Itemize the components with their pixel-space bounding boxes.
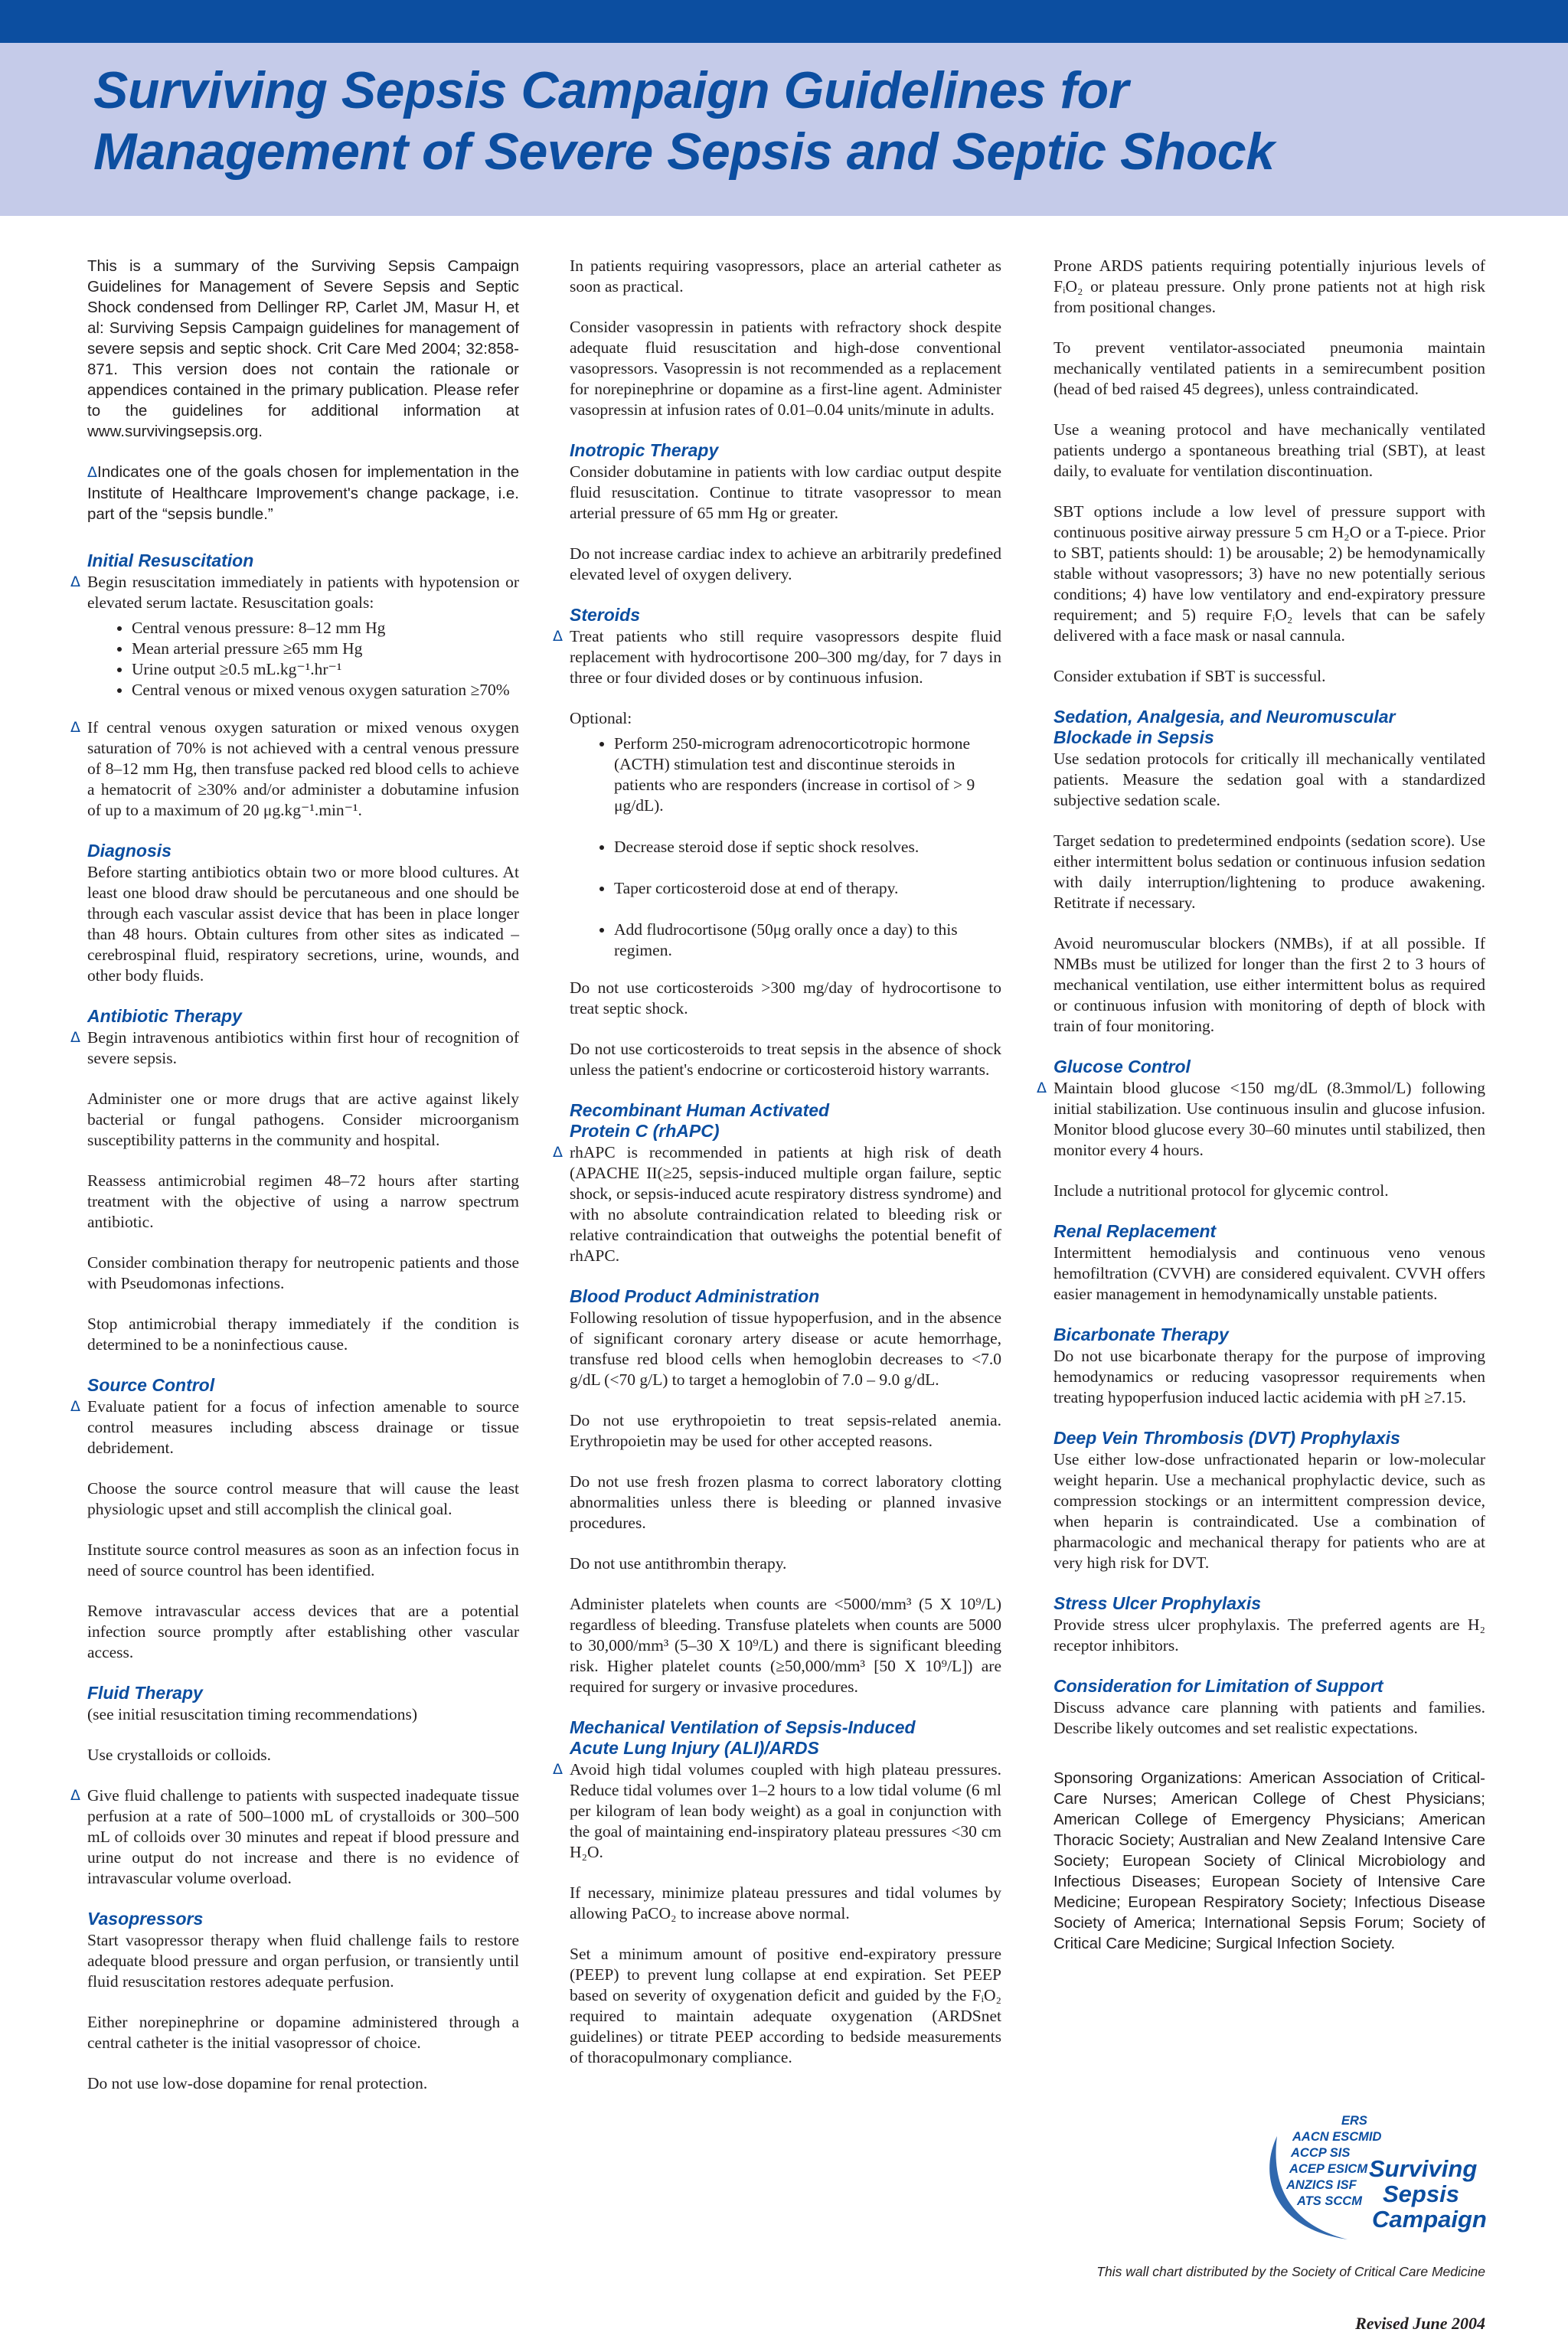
revision-date: Revised June 2004 [1355,2314,1485,2333]
section-antibiotic-therapy [70,1006,519,1355]
delta-icon: Δ [553,628,563,645]
paragraph: Δ rhAPC is recommended in patients at high risk of death (APACHE II(≥25, sepsis-induced multiple organ failure, septic shock, or sepsis-induced acute respiratory distress syndrome) and with no absolute contraindication related to bleeding risk or relative contraindication that outweighs the potential benefit of rhAPC. [553,1143,1001,1265]
paragraph: SBT options include a low level of pressure support with continuous positive airway pressure 5 cm H₂O or a T-piece. Prior to SBT, patients should: 1) be arousable; 2) be hemodynamically stable without vasopressors; 3) have no new potentially serious conditions; 4) have low ventilatory and end-expiratory pressure requirement; and 5) require FᵢO₂ levels that can be safely delivered with a face mask or nasal cannula. [1054,502,1485,645]
heading-glucose-control: Glucose Control [1054,1057,1191,1076]
heading-stress-ulcer: Stress Ulcer Prophylaxis [1054,1593,1262,1613]
section-glucose-control [1037,1057,1485,1201]
delta-icon: Δ [70,1787,80,1804]
list-item: • Add fludrocortisone (50μg orally once a day) to this regimen. [614,920,1001,961]
paragraph: Δ Evaluate patient for a focus of infection amenable to source control measures including abscess drainage or tissue debridement. [70,1397,519,1457]
paragraph: Administer one or more drugs that are active against likely bacterial or fungal pathogens. Consider microorganism susceptibility patterns in the community and hospital. [87,1089,519,1149]
paragraph: Δ Give fluid challenge to patients with suspected inadequate tissue perfusion at a rate of 500–1000 mL of crystalloids or 300–500 mL of colloids over 30 minutes and repeat if blood pressure and urine output do not increase and there is no evidence of intravascular volume overload. [70,1786,519,1887]
logo-org-row: ACCP SIS [1291,2146,1351,2160]
column-3 [1037,256,1485,1974]
heading-rhapc: Recombinant Human Activated Protein C (rhAPC) [570,1100,830,1141]
paragraph: Institute source control measures as soon as an infection focus in need of source countrol has been identified. [87,1540,519,1579]
paragraph: Stop antimicrobial therapy immediately if the condition is determined to be a noninfectious cause. [87,1315,519,1354]
logo-word: Surviving [1369,2155,1478,2182]
delta-legend [87,462,519,524]
paragraph: Set a minimum amount of positive end-expiratory pressure (PEEP) to prevent lung collapse at end expiration. Set PEEP based on severity of oxygenation deficit and guided by the FᵢO₂ required to maintain adequate oxygenation (ARDSnet guidelines) or titrate PEEP according to bedside measurements of thoracopulmonary compliance. [570,1945,1001,2066]
logo-word: Sepsis [1383,2180,1459,2207]
delta-icon: Δ [70,573,80,590]
paragraph: Before starting antibiotics obtain two or more blood cultures. At least one blood draw should be percutaneous and one should be through each vascular assist device that has been in place longer than 48 hours. Obtain cultures from other sites as indicated – cerebrospinal fluid, respiratory secretions, urine, wounds, and other body fluids. [87,863,519,985]
sponsoring-organizations: Sponsoring Organizations: American Association of Critical-Care Nurses; American College of Chest Physicians; American College of Emergency Physicians; American Thoracic Society; Australian and New Zealand Intensive Care Society; European Society of Clinical Microbiology and Infectious Diseases; European Society of Intensive Care Medicine; European Respiratory Society; Infectious Disease Society of America; International Sepsis Forum; Society of Critical Care Medicine; Surgical Infection Society. [1054,1769,1485,1952]
delta-legend-text: Indicates one of the goals chosen for implementation in the Institute of Healthcare Improvement's change package, i.e. part of the “sepsis bundle.” [87,463,519,523]
delta-icon: Δ [87,464,97,481]
section-rhapc [553,1100,1001,1266]
section-mechanical-ventilation [553,1717,1001,2068]
section-stress-ulcer [1054,1593,1485,1656]
delta-icon: Δ [553,1761,563,1778]
list-item: • Perform 250-microgram adrenocorticotropic hormone (ACTH) stimulation test and discontinue steroids in patients who are responders (increase in cortisol of > 9 μg/dL). [614,733,1001,816]
paragraph: Do not use corticosteroids >300 mg/day of hydrocortisone to treat septic shock. [570,978,1001,1018]
delta-icon: Δ [70,1398,80,1415]
paragraph: Δ Treat patients who still require vasopressors despite fluid replacement with hydrocortisone 200–300 mg/day, for 7 days in three or four divided doses or by continuous infusion. [553,627,1001,687]
paragraph: Do not increase cardiac index to achieve an arbitrarily predefined elevated level of oxygen delivery. [570,544,1001,583]
paragraph: To prevent ventilator-associated pneumonia maintain mechanically ventilated patients in a semirecumbent position (head of bed raised 45 degrees), unless contraindicated. [1054,338,1485,398]
paragraph: Administer platelets when counts are <5000/mm³ (5 X 10⁹/L) regardless of bleeding. Transfuse platelets when counts are 5000 to 30,000/mm³ (5–30 X 10⁹/L) and there is significant bleeding risk. Higher platelet counts (≥50,000/mm³ [50 X 10⁹/L]) are required for surgery or invasive procedures. [570,1595,1001,1696]
paragraph: Provide stress ulcer prophylaxis. The preferred agents are H₂ receptor inhibitors. [1054,1615,1485,1655]
paragraph: Prone ARDS patients requiring potentially injurious levels of FᵢO₂ or plateau pressure. Only prone patients not at high risk from positional changes. [1054,256,1485,316]
logo-word: Campaign [1372,2206,1487,2233]
section-vasopressors-continued [570,256,1001,420]
list-item: • Central venous or mixed venous oxygen saturation ≥70% [132,680,519,701]
logo-org-row: ANZICS ISF [1286,2178,1357,2192]
paragraph: Intermittent hemodialysis and continuous veno venous hemofiltration (CVVH) are considered equivalent. CVVH offers easier management in hemodynamically unstable patients. [1054,1243,1485,1303]
surviving-sepsis-logo [1256,2113,1508,2243]
paragraph: Target sedation to predetermined endpoints (sedation score). Use either intermittent bolus sedation or continuous infusion sedation with daily interruption/lightening to produce awakening. Retitrate if necessary. [1054,831,1485,912]
paragraph: Use sedation protocols for critically ill mechanically ventilated patients. Measure the sedation goal with a standardized subjective sedation scale. [1054,750,1485,809]
paragraph: Discuss advance care planning with patients and families. Describe likely outcomes and set realistic expectations. [1054,1698,1485,1737]
section-limitation-of-support [1054,1676,1485,1739]
paragraph: Include a nutritional protocol for glycemic control. [1054,1181,1389,1200]
page-title-line-2: Management of Severe Sepsis and Septic Shock [93,122,1275,181]
section-fluid-therapy [70,1683,519,1889]
heading-fluid-therapy: Fluid Therapy [87,1683,203,1703]
section-mechanical-ventilation-continued [1054,256,1485,687]
paragraph: Avoid neuromuscular blockers (NMBs), if at all possible. If NMBs must be utilized for longer than the first 2 to 3 hours of mechanical ventilation, use either intermittent bolus as required or continuous infusion with monitoring of depth of block with train of four monitoring. [1054,934,1485,1035]
section-vasopressors [87,1909,519,2094]
heading-blood-product: Blood Product Administration [570,1286,820,1306]
section-dvt-prophylaxis [1054,1428,1485,1573]
section-steroids [553,605,1001,1080]
paragraph: Do not use antithrombin therapy. [570,1554,787,1573]
delta-icon: Δ [70,719,80,736]
paragraph: Do not use fresh frozen plasma to correct laboratory clotting abnormalities unless there is bleeding or planned invasive procedures. [570,1472,1001,1532]
paragraph: Following resolution of tissue hypoperfusion, and in the absence of significant coronary artery disease or acute hemorrhage, transfuse red blood cells when hemoglobin decreases to <7.0 g/dL (<70 g/L) to target a hemoglobin of 7.0 – 9.0 g/dL. [570,1308,1001,1389]
optional-label: Optional: [570,709,632,727]
logo-org-row: ATS SCCM [1297,2194,1362,2208]
logo-org-row: ERS [1341,2114,1367,2128]
list-item: • Taper corticosteroid dose at end of therapy. [614,878,1001,899]
paragraph: Do not use erythropoietin to treat sepsis-related anemia. Erythropoietin may be used for other accepted reasons. [570,1411,1001,1450]
paragraph: Consider dobutamine in patients with low cardiac output despite fluid resuscitation. Continue to titrate vasopressor to mean arterial pressure of 65 mm Hg or greater. [570,462,1001,522]
delta-icon: Δ [70,1029,80,1046]
resuscitation-goals-list [87,618,519,701]
paragraph: Δ If central venous oxygen saturation or mixed venous oxygen saturation of 70% is not achieved with a central venous pressure of 8–12 mm Hg, then transfuse packed red blood cells to achieve a hematocrit of ≥30% and/or administer a dobutamine infusion of up to a maximum of 20 μg.kg⁻¹.min⁻¹. [70,718,519,819]
paragraph: Choose the source control measure that will cause the least physiologic upset and still accomplish the clinical goal. [87,1479,519,1518]
paragraph: Use crystalloids or colloids. [87,1746,272,1764]
paragraph: Do not use low-dose dopamine for renal protection. [87,2074,428,2092]
heading-inotropic-therapy: Inotropic Therapy [570,440,719,460]
heading-initial-resuscitation: Initial Resuscitation [87,550,254,570]
steroids-optional-list [570,733,1001,961]
logo-wordmark [1369,2156,1514,2232]
heading-antibiotic-therapy: Antibiotic Therapy [87,1006,242,1026]
list-item: • Central venous pressure: 8–12 mm Hg [132,618,519,639]
page-title [93,60,1533,182]
paragraph: If necessary, minimize plateau pressures and tidal volumes by allowing PaCO₂ to increase above normal. [570,1883,1001,1922]
column-2 [553,256,1001,2088]
heading-bicarbonate: Bicarbonate Therapy [1054,1325,1229,1344]
paragraph: Consider vasopressin in patients with refractory shock despite adequate fluid resuscitation and high-dose conventional vasopressors. Vasopressin is not recommended as a replacement for norepinephrine or dopamine as a first-line agent. Administer vasopressin at infusion rates of 0.01–0.04 units/minute in adults. [570,318,1001,419]
section-blood-product [570,1286,1001,1697]
list-item: • Urine output ≥0.5 mL.kg⁻¹.hr⁻¹ [132,659,519,680]
heading-vasopressors: Vasopressors [87,1909,204,1929]
heading-dvt-prophylaxis: Deep Vein Thrombosis (DVT) Prophylaxis [1054,1428,1400,1448]
section-initial-resuscitation [70,550,519,821]
paragraph: Consider combination therapy for neutropenic patients and those with Pseudomonas infections. [87,1253,519,1292]
paragraph: Δ Begin resuscitation immediately in patients with hypotension or elevated serum lactate. Resuscitation goals: [70,573,519,612]
delta-icon: Δ [553,1144,563,1161]
paragraph: Do not use bicarbonate therapy for the purpose of improving hemodynamics or reducing vasopressor requirements when treating hypoperfusion induced lactic acidemia with pH ≥7.15. [1054,1347,1485,1406]
paragraph: In patients requiring vasopressors, place an arterial catheter as soon as practical. [570,256,1001,296]
logo-org-row: AACN ESCMID [1292,2130,1382,2144]
paragraph: Reassess antimicrobial regimen 48–72 hours after starting treatment with the objective of using a narrow spectrum antibiotic. [87,1171,519,1231]
top-color-bar [0,0,1568,43]
section-bicarbonate [1054,1325,1485,1408]
paragraph: Consider extubation if SBT is successful. [1054,667,1326,685]
column-1 [70,256,519,2114]
paragraph: Δ Begin intravenous antibiotics within first hour of recognition of severe sepsis. [70,1028,519,1067]
list-item: • Mean arterial pressure ≥65 mm Hg [132,639,519,659]
heading-steroids: Steroids [570,605,641,625]
paragraph: (see initial resuscitation timing recommendations) [87,1705,418,1723]
paragraph: Either norepinephrine or dopamine administered through a central catheter is the initial vasopressor of choice. [87,2013,519,2052]
paragraph: Use either low-dose unfractionated heparin or low-molecular weight heparin. Use a mechanical prophylactic device, such as compression stockings or an intermittent compression device, when heparin is contraindicated. Use a combination of pharmacologic and mechanical therapy for patients who are at very high risk for DVT. [1054,1450,1485,1572]
heading-renal-replacement: Renal Replacement [1054,1221,1217,1241]
distribution-note: This wall chart distributed by the Society of Critical Care Medicine [1096,2264,1485,2279]
heading-mechanical-ventilation: Mechanical Ventilation of Sepsis-Induced Acute Lung Injury (ALI)/ARDS [570,1717,916,1758]
page-title-line-1: Surviving Sepsis Campaign Guidelines for [93,61,1129,119]
heading-sedation: Sedation, Analgesia, and Neuromuscular Blockade in Sepsis [1054,707,1396,747]
section-renal-replacement [1054,1221,1485,1305]
paragraph: Use a weaning protocol and have mechanically ventilated patients undergo a spontaneous breathing trial (SBT), at least daily, to evaluate for ventilation discontinuation. [1054,420,1485,480]
delta-icon: Δ [1037,1080,1047,1096]
logo-org-row: ACEP ESICM [1289,2162,1368,2176]
paragraph: Remove intravascular access devices that are a potential infection source promptly after establishing other vascular access. [87,1602,519,1661]
list-item: • Decrease steroid dose if septic shock resolves. [614,837,1001,858]
section-inotropic-therapy [570,440,1001,585]
paragraph: Do not use corticosteroids to treat sepsis in the absence of shock unless the patient's endocrine or corticosteroid history warrants. [570,1040,1001,1079]
paragraph: Start vasopressor therapy when fluid challenge fails to restore adequate blood pressure and organ perfusion, or transiently until fluid resuscitation restores adequate perfusion. [87,1931,519,1991]
heading-diagnosis: Diagnosis [87,841,172,861]
paragraph: Δ Avoid high tidal volumes coupled with high plateau pressures. Reduce tidal volumes over 1–2 hours to a low tidal volume (6 ml per kilogram of lean body weight) as a goal in conjunction with the goal of maintaining end-inspiratory plateau pressures <30 cm H₂O. [553,1760,1001,1861]
intro-summary: This is a summary of the Surviving Sepsis Campaign Guidelines for Management of Severe Sepsis and Septic Shock condensed from Dellinger RP, Carlet JM, Masur H, et al: Surviving Sepsis Campaign guidelines for management of severe sepsis and septic shock. Crit Care Med 2004; 32:858-871. This version does not contain the rationale or appendices contained in the primary publication. Please refer to the guidelines for additional information at www.survivingsepsis.org. [87,257,519,440]
section-diagnosis [87,841,519,986]
paragraph: Δ Maintain blood glucose <150 mg/dL (8.3mmol/L) following initial stabilization. Use continuous insulin and glucose infusion. Monitor blood glucose every 30–60 minutes until stabilized, then monitor every 4 hours. [1037,1079,1485,1159]
section-sedation [1054,707,1485,1037]
heading-limitation-of-support: Consideration for Limitation of Support [1054,1676,1383,1696]
section-source-control [70,1375,519,1663]
heading-source-control: Source Control [87,1375,215,1395]
